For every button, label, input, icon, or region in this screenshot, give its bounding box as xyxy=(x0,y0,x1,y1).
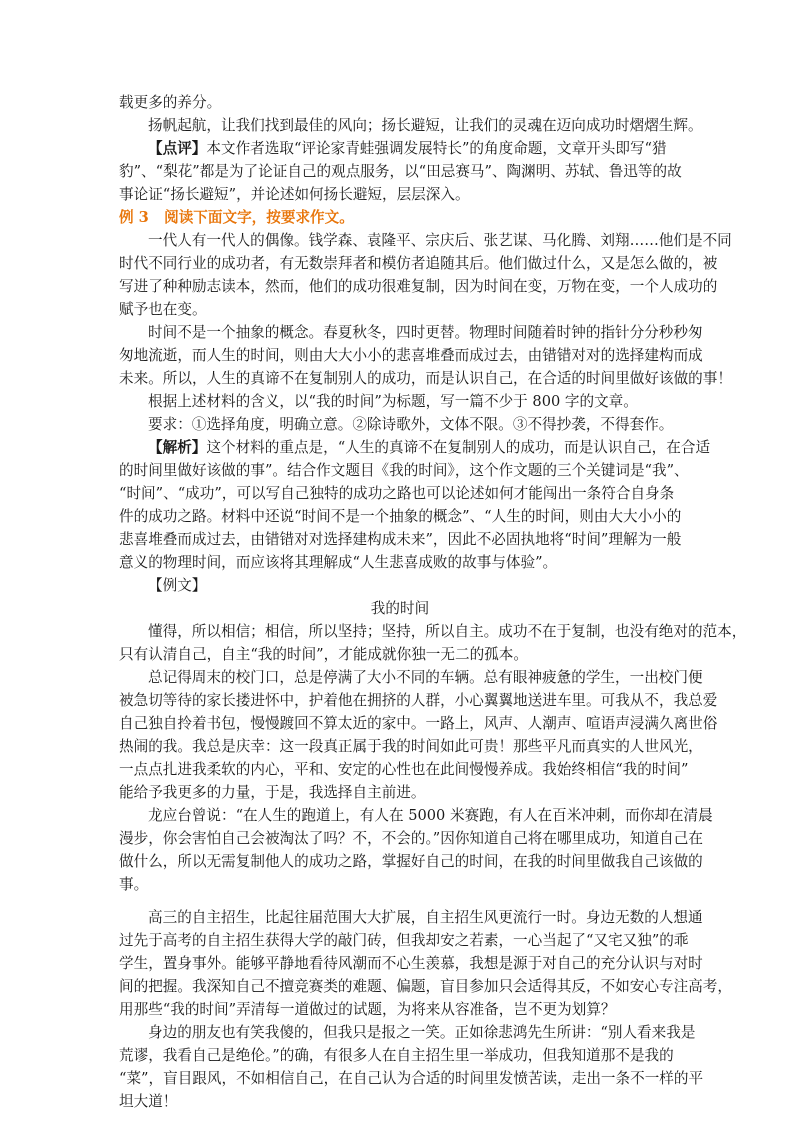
comment-line xyxy=(0,137,800,160)
analysis-line xyxy=(0,436,800,459)
paragraph-line: 过先于高考的自主招生获得大学的敲门砖，但我却安之若素，一心当起了“又宅又独”的乖 xyxy=(119,932,689,949)
paragraph-line: 时间不是一个抽象的概念。春夏秋冬，四时更替。物理时间随着时钟的指针分分秒秒匆 xyxy=(148,324,703,341)
paragraph-line: 一代人有一代人的偶像。钱学森、袁隆平、宗庆后、张艺谋、马化腾、刘翔……他们是不同 xyxy=(148,232,732,249)
paragraph-line: “菜”，盲目跟风，不如相信自己，在自己认为合适的时间里发愤苦读，走出一条不一样的平 xyxy=(119,1070,704,1087)
example-instruction: 阅读下面文字，按要求作文。 xyxy=(164,209,354,226)
paragraph-line: 载更多的养分。 xyxy=(119,94,222,111)
paragraph-line: 坦大道！ xyxy=(119,1093,178,1110)
essay-title: 我的时间 xyxy=(370,600,430,617)
sample-essay-tag: 【例文】 xyxy=(148,577,207,594)
paragraph-line: 漫步，你会害怕自己会被淘汰了吗？不，不会的。”因你知道自己将在哪里成功，知道自己在 xyxy=(119,830,703,847)
comment-tag: 【点评】 xyxy=(148,140,207,157)
paragraph-line: 事。 xyxy=(119,876,149,893)
paragraph-line: 根据上述材料的含义，以“我的时间”为标题，写一篇不少于 800 字的文章。 xyxy=(148,393,638,410)
paragraph-line: “时间”、“成功”，可以写自己独特的成功之路也可以论述如何才能闯出一条符合自身条 xyxy=(119,485,675,502)
paragraph-line: 的时间里做好该做的事”。结合作文题目《我的时间》，这个作文题的三个关键词是“我”、 xyxy=(119,462,689,479)
analysis-text: 这个材料的重点是，“人生的真谛不在复制别人的成功，而是认识自己，在合适 xyxy=(206,439,711,456)
paragraph-line: 能给予我更多的力量，于是，我选择自主前进。 xyxy=(119,784,426,801)
paragraph-line: 写进了种种励志读本，然而，他们的成功很难复制，因为时间在变，万物在变，一个人成功的 xyxy=(119,278,718,295)
paragraph-line: 被急切等待的家长搂进怀中，护着他在拥挤的人群，小心翼翼地送进车里。可我从不，我总爱 xyxy=(119,692,718,709)
paragraph-line: 未来。所以，人生的真谛不在复制别人的成功，而是认识自己，在合适的时间里做好该做的事！ xyxy=(119,370,732,387)
paragraph-line: 自己独自拎着书包，慢慢踱回不算太近的家中。一路上，风声、人潮声、喧语声浸满久离世俗 xyxy=(119,715,718,732)
paragraph-line: 高三的自主招生，比起往届范围大大扩展，自主招生风更流行一时。身边无数的人想通 xyxy=(148,909,703,926)
paragraph-line: 懂得，所以相信；相信，所以坚持；坚持，所以自主。成功不在于复制，也没有绝对的范本， xyxy=(148,623,747,640)
comment-text: 本文作者选取“评论家青蛙强调发展特长”的角度命题，文章开头即写“猎 xyxy=(206,140,667,157)
paragraph-line: 一点点扎进我柔软的内心，平和、安定的心性也在此间慢慢养成。我始终相信“我的时间” xyxy=(119,761,689,778)
paragraph-line: 热闹的我。我总是庆幸：这一段真正属于我的时间如此可贵！那些平凡而真实的人世风光， xyxy=(119,738,703,755)
paragraph-line: 要求：①选择角度，明确立意。②除诗歌外，文体不限。③不得抄袭，不得套作。 xyxy=(148,416,674,433)
paragraph-line: 荒谬，我看自己是绝伦。”的确，有很多人在自主招生里一举成功，但我知道那不是我的 xyxy=(119,1047,674,1064)
paragraph-line: 扬帆起航，让我们找到最佳的风向；扬长避短，让我们的灵魂在迈向成功时熠熠生辉。 xyxy=(148,117,703,134)
paragraph-line: 身边的朋友也有笑我傻的，但我只是报之一笑。正如徐悲鸿先生所讲：“别人看来我是 xyxy=(148,1024,696,1041)
example-number: 例 3 xyxy=(119,209,149,226)
paragraph-line: 总记得周末的校门口，总是停满了大小不同的车辆。总有眼神疲惫的学生，一出校门便 xyxy=(148,669,703,686)
paragraph-line: 龙应台曾说：“在人生的跑道上，有人在 5000 米赛跑，有人在百米冲刺，而你却在清晨 xyxy=(148,807,713,824)
paragraph-line: 只有认清自己，自主“我的时间”，才能成就你独一无二的孤本。 xyxy=(119,646,528,663)
analysis-tag: 【解析】 xyxy=(148,439,207,456)
paragraph-line: 时代不同行业的成功者，有无数崇拜者和模仿者追随其后。他们做过什么，又是怎么做的，被 xyxy=(119,255,718,272)
paragraph-line: 用那些“我的时间”弄清每一道做过的试题，为将来从容准备，岂不更为划算？ xyxy=(119,1001,616,1018)
paragraph-line: 悲喜堆叠而成过去，由错错对对选择建构成未来”，因此不必固执地将“时间”理解为一般 xyxy=(119,531,682,548)
paragraph-line: 意义的物理时间，而应该将其理解成“人生悲喜成败的故事与体验”。 xyxy=(119,554,558,571)
paragraph-line: 学生，置身事外。能够平静地看待风潮而不心生羡慕，我想是源于对自己的充分认识与对时 xyxy=(119,955,703,972)
paragraph-line: 做什么，所以无需复制他人的成功之路，掌握好自己的时间，在我的时间里做我自己该做的 xyxy=(119,853,703,870)
example-heading xyxy=(0,206,800,229)
paragraph-line: 匆地流逝，而人生的时间，则由大大小小的悲喜堆叠而成过去，由错错对对的选择建构而成 xyxy=(119,347,703,364)
paragraph-line: 赋予也在变。 xyxy=(119,301,207,318)
paragraph-line: 间的把握。我深知自己不擅竞赛类的难题、偏题，盲目参加只会适得其反，不如安心专注高考， xyxy=(119,978,732,995)
paragraph-line: 件的成功之路。材料中还说“时间不是一个抽象的概念”、“人生的时间，则由大大小小的 xyxy=(119,508,682,525)
paragraph-line: 豹”、“梨花”都是为了论证自己的观点服务，以“田忌赛马”、陶渊明、苏轼、鲁迅等的故 xyxy=(119,163,682,180)
paragraph-line: 事论证“扬长避短”，并论述如何扬长避短，层层深入。 xyxy=(119,186,470,203)
